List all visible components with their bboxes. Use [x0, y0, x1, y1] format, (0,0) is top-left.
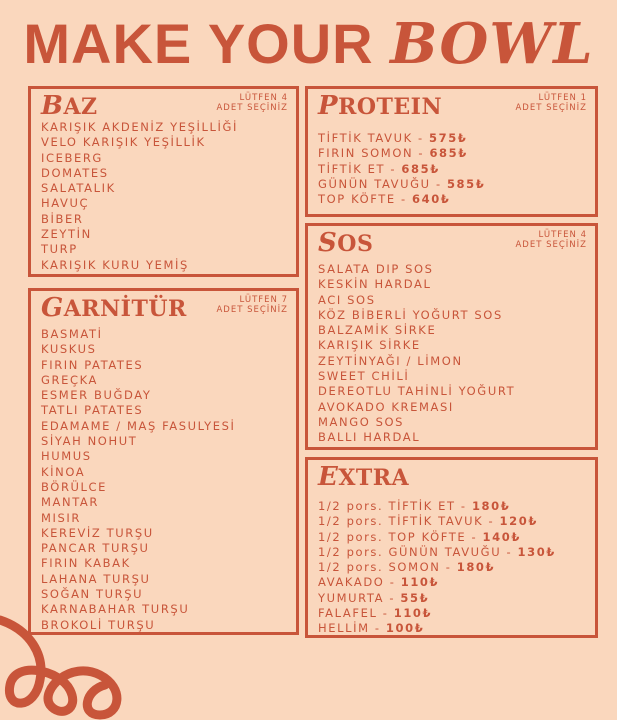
- baz-item: BİBER: [41, 211, 84, 226]
- item-name: 1/2 pors. TİFTİK ET -: [318, 499, 472, 513]
- garnitur-item: KUSKUS: [41, 342, 97, 357]
- garnitur-item: TATLI PATATES: [41, 403, 144, 418]
- garnitur-item: FIRIN PATATES: [41, 357, 144, 372]
- sos-list: [318, 262, 515, 446]
- item-name: FIRIN SOMON -: [318, 146, 430, 161]
- baz-item: ICEBERG: [41, 150, 103, 165]
- item-price: 640₺: [412, 192, 451, 207]
- garnitur-item: BASMATİ: [41, 327, 103, 341]
- item-name: 1/2 pors. GÜNÜN TAVUĞU -: [318, 544, 518, 559]
- item-name: 1/2 pors. SOMON -: [318, 560, 457, 575]
- extra-item: [318, 499, 556, 514]
- baz-note: LÜTFEN 4 ADET SEÇİNİZ: [216, 93, 288, 113]
- garnitur-item: BROKOLİ TURŞU: [41, 617, 156, 632]
- garnitur-item: ESMER BUĞDAY: [41, 388, 152, 403]
- extra-item: [318, 591, 556, 606]
- garnitur-item: HUMUS: [41, 449, 92, 464]
- item-price: 110₺: [400, 575, 440, 590]
- item-name: HELLİM -: [318, 621, 386, 636]
- protein-list: [318, 131, 485, 207]
- garnitur-item: PANCAR TURŞU: [41, 541, 150, 556]
- garnitur-title: GARNİTÜR: [41, 293, 187, 323]
- garnitur-section: [28, 288, 299, 635]
- sos-item: ZEYTİNYAĞI / LİMON: [318, 353, 463, 368]
- item-price: 120₺: [499, 514, 538, 529]
- garnitur-item: KİNOA: [41, 464, 86, 479]
- item-name: FALAFEL -: [318, 606, 394, 621]
- sos-item: SALATA DIP SOS: [318, 262, 434, 276]
- item-name: TİFTİK ET -: [318, 161, 402, 176]
- protein-item: [318, 131, 485, 146]
- sos-item: BALZAMİK SİRKE: [318, 323, 437, 338]
- extra-title: EXTRA: [318, 462, 410, 492]
- protein-section: [305, 86, 598, 217]
- protein-item: [318, 192, 485, 207]
- garnitur-item: SİYAH NOHUT: [41, 434, 138, 449]
- baz-item: SALATALIK: [41, 181, 116, 196]
- item-name: TOP KÖFTE -: [318, 192, 412, 207]
- protein-item: [318, 177, 485, 192]
- garnitur-item: FIRIN KABAK: [41, 556, 131, 571]
- item-name: YUMURTA -: [318, 590, 401, 605]
- extra-item: [318, 530, 556, 545]
- sos-note: LÜTFEN 4 ADET SEÇİNİZ: [515, 230, 587, 250]
- item-name: TİFTİK TAVUK -: [318, 131, 429, 145]
- garnitur-item: MISIR: [41, 510, 81, 525]
- garnitur-item: KEREVİZ TURŞU: [41, 525, 154, 540]
- garnitur-item: LAHANA TURŞU: [41, 571, 151, 586]
- garnitur-item: BÖRÜLCE: [41, 479, 108, 494]
- baz-item: KARIŞIK KURU YEMİŞ: [41, 257, 189, 272]
- sos-item: KÖZ BİBERLİ YOĞURT SOS: [318, 307, 503, 322]
- extra-list: [318, 499, 556, 637]
- baz-title: BAZ: [41, 91, 98, 121]
- extra-item: [318, 606, 556, 621]
- baz-item: KARIŞIK AKDENİZ YEŞİLLİĞİ: [41, 120, 239, 134]
- item-price: 685₺: [429, 146, 468, 161]
- sos-item: KESKİN HARDAL: [318, 277, 432, 292]
- title-part2: BOWL: [390, 11, 594, 77]
- item-price: 130₺: [517, 544, 556, 559]
- item-name: 1/2 pors. TOP KÖFTE -: [318, 529, 483, 544]
- item-name: GÜNÜN TAVUĞU -: [318, 176, 447, 191]
- sos-item: ACI SOS: [318, 292, 376, 307]
- sos-item: KARIŞIK SİRKE: [318, 338, 421, 353]
- extra-item: [318, 560, 556, 575]
- sos-item: AVOKADO KREMASI: [318, 399, 454, 414]
- item-price: 55₺: [400, 590, 430, 605]
- sos-item: SWEET CHİLİ: [318, 369, 410, 384]
- protein-item: [318, 146, 485, 161]
- garnitur-item: MANTAR: [41, 495, 99, 510]
- sos-section: [305, 223, 598, 450]
- item-price: 110₺: [393, 606, 433, 621]
- item-price: 180₺: [456, 560, 496, 575]
- extra-item: [318, 575, 556, 590]
- item-price: 685₺: [401, 161, 440, 176]
- title-part1: MAKE YOUR: [23, 12, 391, 75]
- sos-item: MANGO SOS: [318, 414, 405, 429]
- item-name: AVAKADO -: [318, 575, 401, 590]
- baz-item: TURP: [41, 242, 78, 257]
- extra-item: [318, 545, 556, 560]
- sos-item: DEREOTLU TAHİNLİ YOĞURT: [318, 384, 516, 399]
- item-price: 140₺: [482, 529, 521, 544]
- page-title: [0, 12, 617, 76]
- item-price: 180₺: [471, 499, 511, 513]
- baz-item: DOMATES: [41, 165, 109, 180]
- extra-item: [318, 621, 556, 636]
- extra-section: [305, 457, 598, 638]
- garnitur-item: EDAMAME / MAŞ FASULYESİ: [41, 418, 236, 433]
- item-name: 1/2 pors. TİFTİK TAVUK -: [318, 514, 500, 529]
- sos-item: BALLI HARDAL: [318, 430, 421, 445]
- garnitur-list: [41, 327, 236, 633]
- garnitur-item: SOĞAN TURŞU: [41, 587, 144, 602]
- baz-item: HAVUÇ: [41, 196, 90, 211]
- protein-item: [318, 162, 485, 177]
- baz-section: [28, 86, 299, 277]
- item-price: 100₺: [385, 621, 425, 636]
- item-price: 575₺: [429, 131, 468, 145]
- baz-item: ZEYTİN: [41, 227, 92, 242]
- protein-note: LÜTFEN 1 ADET SEÇİNİZ: [515, 93, 587, 113]
- sos-title: SOS: [318, 228, 374, 258]
- baz-item: VELO KARIŞIK YEŞİLLİK: [41, 135, 206, 150]
- extra-item: [318, 514, 556, 529]
- item-price: 585₺: [446, 176, 486, 191]
- garnitur-item: GREÇKA: [41, 372, 99, 387]
- baz-list: [41, 120, 238, 273]
- garnitur-note: LÜTFEN 7 ADET SEÇİNİZ: [216, 295, 288, 315]
- garnitur-item: KARNABAHAR TURŞU: [41, 602, 190, 617]
- protein-title: PROTEIN: [318, 91, 443, 121]
- decorative-swirl: [0, 600, 140, 720]
